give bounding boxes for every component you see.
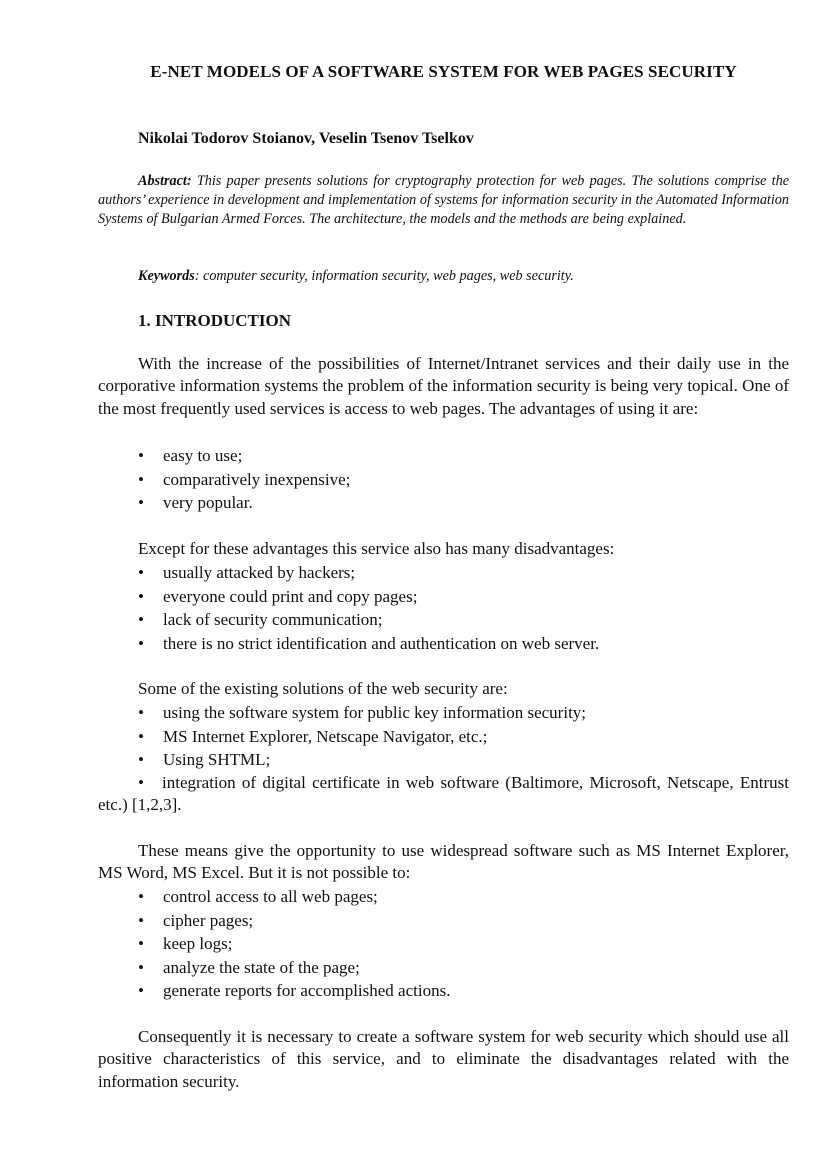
intro-paragraph: With the increase of the possibilities of Internet/Intranet services and their daily use in the corporative information systems the problem of the information security is being very topical. One of the most frequently used services is access to web pages. The advantages of using it are: (98, 354, 789, 418)
conclusion-paragraph: Consequently it is necessary to create a software system for web security which should use all positive characteristics of this service, and to eliminate the disadvantages related with the information security. (98, 1027, 789, 1091)
paper-title: E-NET MODELS OF A SOFTWARE SYSTEM FOR WEB PAGES SECURITY (150, 62, 737, 81)
list-item: • MS Internet Explorer, Netscape Navigator, etc.; (138, 725, 586, 749)
advantages-list (138, 444, 350, 515)
keywords (138, 267, 574, 286)
author-list: Nikolai Todorov Stoianov, Veselin Tsenov Tselkov (138, 130, 474, 147)
list-item: • cipher pages; (138, 909, 450, 933)
bullet-icon: • (138, 773, 144, 792)
list-item: • analyze the state of the page; (138, 956, 450, 980)
section-heading: 1. INTRODUCTION (138, 311, 292, 330)
not-possible-list (138, 885, 450, 1003)
keywords-label: Keywords (138, 268, 195, 284)
list-item: • generate reports for accomplished actions. (138, 979, 450, 1003)
list-item: • using the software system for public key information security; (138, 701, 586, 725)
keywords-text: : computer security, information security, web pages, web security. (194, 268, 574, 284)
disadvantages-intro: Except for these advantages this service also has many disadvantages: (138, 539, 615, 558)
disadvantages-list (138, 561, 599, 655)
abstract (98, 172, 789, 230)
list-item: • control access to all web pages; (138, 885, 450, 909)
list-item: • usually attacked by hackers; (138, 561, 599, 585)
abstract-text: This paper presents solutions for cryptography protection for web pages. The solutions comprise the authors’ experience in development and implementation of systems for information security in the Automated Information Systems of Bulgarian Armed Forces. The architecture, the models and the methods are being explained. (98, 173, 789, 228)
solutions-intro: Some of the existing solutions of the web security are: (138, 679, 508, 698)
list-item: • there is no strict identification and authentication on web server. (138, 632, 599, 656)
list-item-text: integration of digital certificate in web software (Baltimore, Microsoft, Netscape, Entrust etc.) [1,2,3]. (98, 773, 789, 815)
list-item: • Using SHTML; (138, 748, 586, 772)
list-item: • lack of security communication; (138, 608, 599, 632)
solutions-last-item (98, 772, 789, 817)
abstract-label: Abstract: (138, 173, 192, 189)
means-paragraph: These means give the opportunity to use widespread software such as MS Internet Explorer, MS Word, MS Excel. But it is not possible to: (98, 841, 789, 883)
list-item: • very popular. (138, 491, 350, 515)
list-item: • keep logs; (138, 932, 450, 956)
list-item: • everyone could print and copy pages; (138, 585, 599, 609)
solutions-list (138, 701, 586, 772)
list-item: • comparatively inexpensive; (138, 468, 350, 492)
list-item: • easy to use; (138, 444, 350, 468)
